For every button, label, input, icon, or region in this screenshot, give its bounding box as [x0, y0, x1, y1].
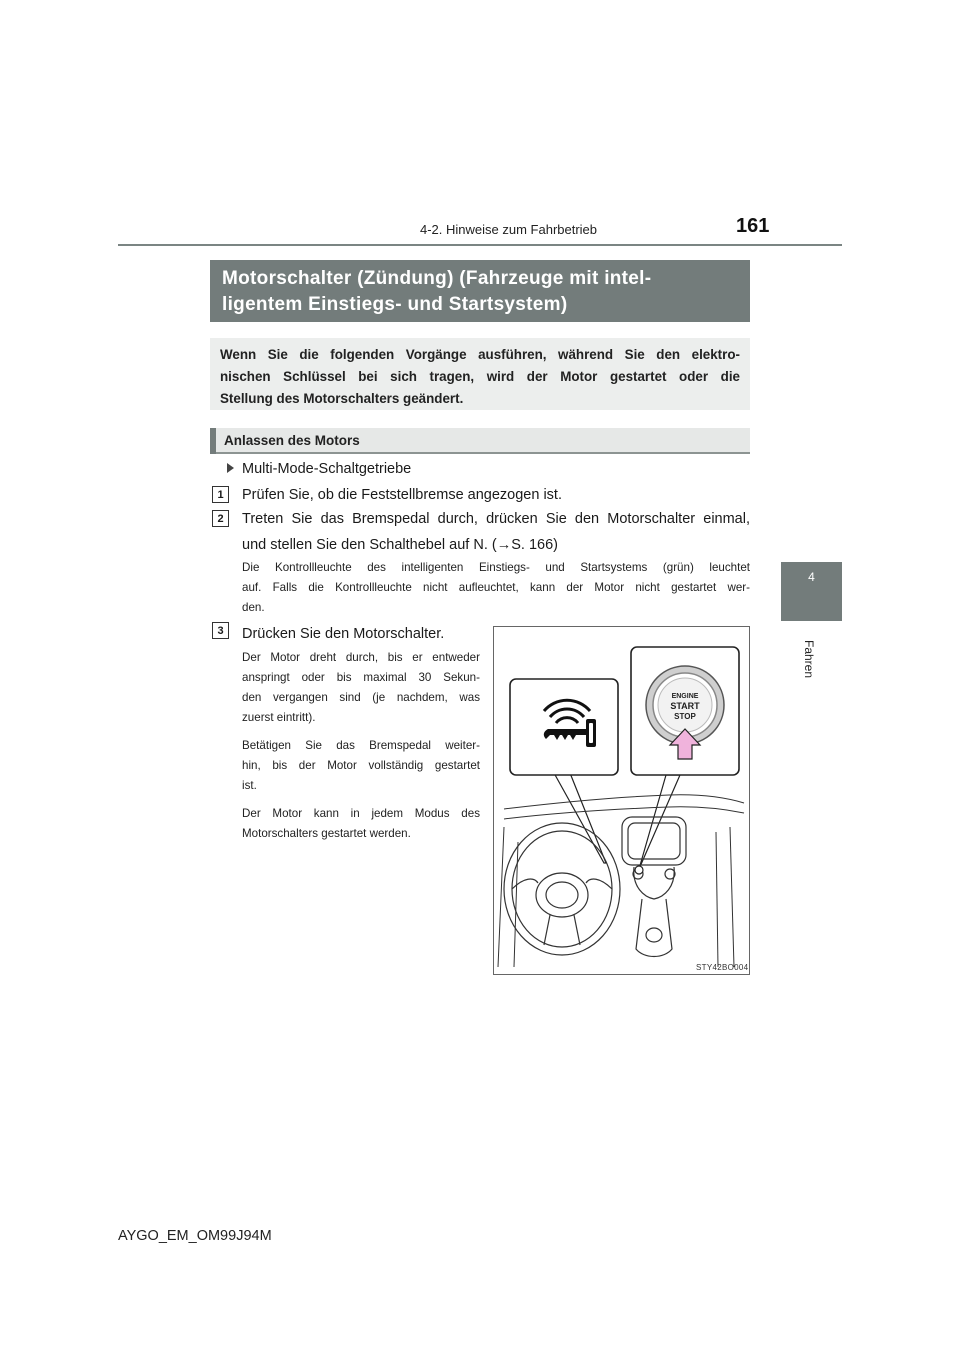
note-p2-l1: Betätigen Sie das Bremspedal weiter- [242, 739, 480, 752]
step-number-1: 1 [212, 486, 229, 503]
section-title-line2: ligentem Einstiegs- und Startsystem) [222, 294, 568, 315]
section-title [210, 260, 750, 322]
document-code: AYGO_EM_OM99J94M [118, 1228, 272, 1244]
intro-line3: Stellung des Motorschalters geändert. [220, 391, 464, 406]
note-p3-l2: Motorschalters gestartet werden. [242, 827, 411, 840]
indicator-callout-box [510, 679, 618, 775]
note-p1-l4: zuerst eintritt). [242, 711, 316, 724]
step-2-line1: Treten Sie das Bremspedal durch, drücken Sie den Motorschalter einmal, [242, 511, 750, 527]
step-2-note-line1: Die Kontrollleuchte des intelligenten Einstiegs- und Startsystems (grün) leuchtet [242, 561, 750, 574]
subsection-title: Anlassen des Motors [224, 433, 360, 448]
switch-marker [635, 866, 643, 874]
chapter-label: Fahren [802, 640, 816, 679]
step-3-text: Drücken Sie den Motorschalter. [242, 626, 445, 642]
chapter-number: 4 [808, 570, 815, 584]
step-2-line2: und stellen Sie den Schalthebel auf N. (→S. 166) [242, 537, 558, 553]
dashboard-outline [498, 795, 744, 967]
center-console [622, 817, 686, 957]
bullet-triangle-icon [227, 463, 234, 473]
header-rule [118, 244, 842, 246]
note-p2-l3: ist. [242, 779, 257, 792]
engine-button-text-2: START [670, 701, 700, 711]
subsection-accent [210, 428, 216, 454]
note-p1-l2: anspringt oder bis maximal 30 Sekun- [242, 671, 480, 684]
intro-line1: Wenn Sie die folgenden Vorgänge ausführen, während Sie den elektro- [220, 347, 740, 362]
step-2-note-line2: auf. Falls die Kontrollleuchte nicht aufleuchtet, kann der Motor nicht gestartet wer- [242, 581, 750, 594]
engine-button-text-1: ENGINE [671, 693, 699, 700]
dashboard-illustration-svg [494, 627, 749, 974]
note-p1-l1: Der Motor dreht durch, bis er entweder [242, 651, 480, 664]
chapter-label-wrap [800, 640, 840, 700]
step-number-2: 2 [212, 510, 229, 527]
note-p1-l3: den vergangen sind (je nachdem, was [242, 691, 480, 704]
steering-wheel [504, 823, 620, 955]
running-header-section: 4-2. Hinweise zum Fahrbetrieb [420, 222, 598, 237]
step-1-text: Prüfen Sie, ob die Feststellbremse angezogen ist. [242, 487, 562, 503]
dashboard-illustration [493, 626, 750, 975]
figure-code: STY42BO004 [696, 963, 749, 972]
note-p2-l2: hin, bis der Motor vollständig gestartet [242, 759, 480, 772]
section-title-line1: Motorschalter (Zündung) (Fahrzeuge mit intel- [222, 268, 652, 289]
note-p3-l1: Der Motor kann in jedem Modus des [242, 807, 480, 820]
step-number-3: 3 [212, 622, 229, 639]
callout-leader-right [639, 775, 680, 869]
engine-button-text-3: STOP [674, 712, 696, 721]
bullet-text: Multi-Mode-Schaltgetriebe [242, 461, 412, 477]
intro-line2: nischen Schlüssel bei sich tragen, wird der Motor gestartet oder die [220, 369, 740, 384]
page-number: 161 [736, 215, 770, 237]
step-2-note-line3: den. [242, 601, 265, 614]
intro-box [210, 338, 750, 410]
step-3-notes [242, 648, 480, 844]
